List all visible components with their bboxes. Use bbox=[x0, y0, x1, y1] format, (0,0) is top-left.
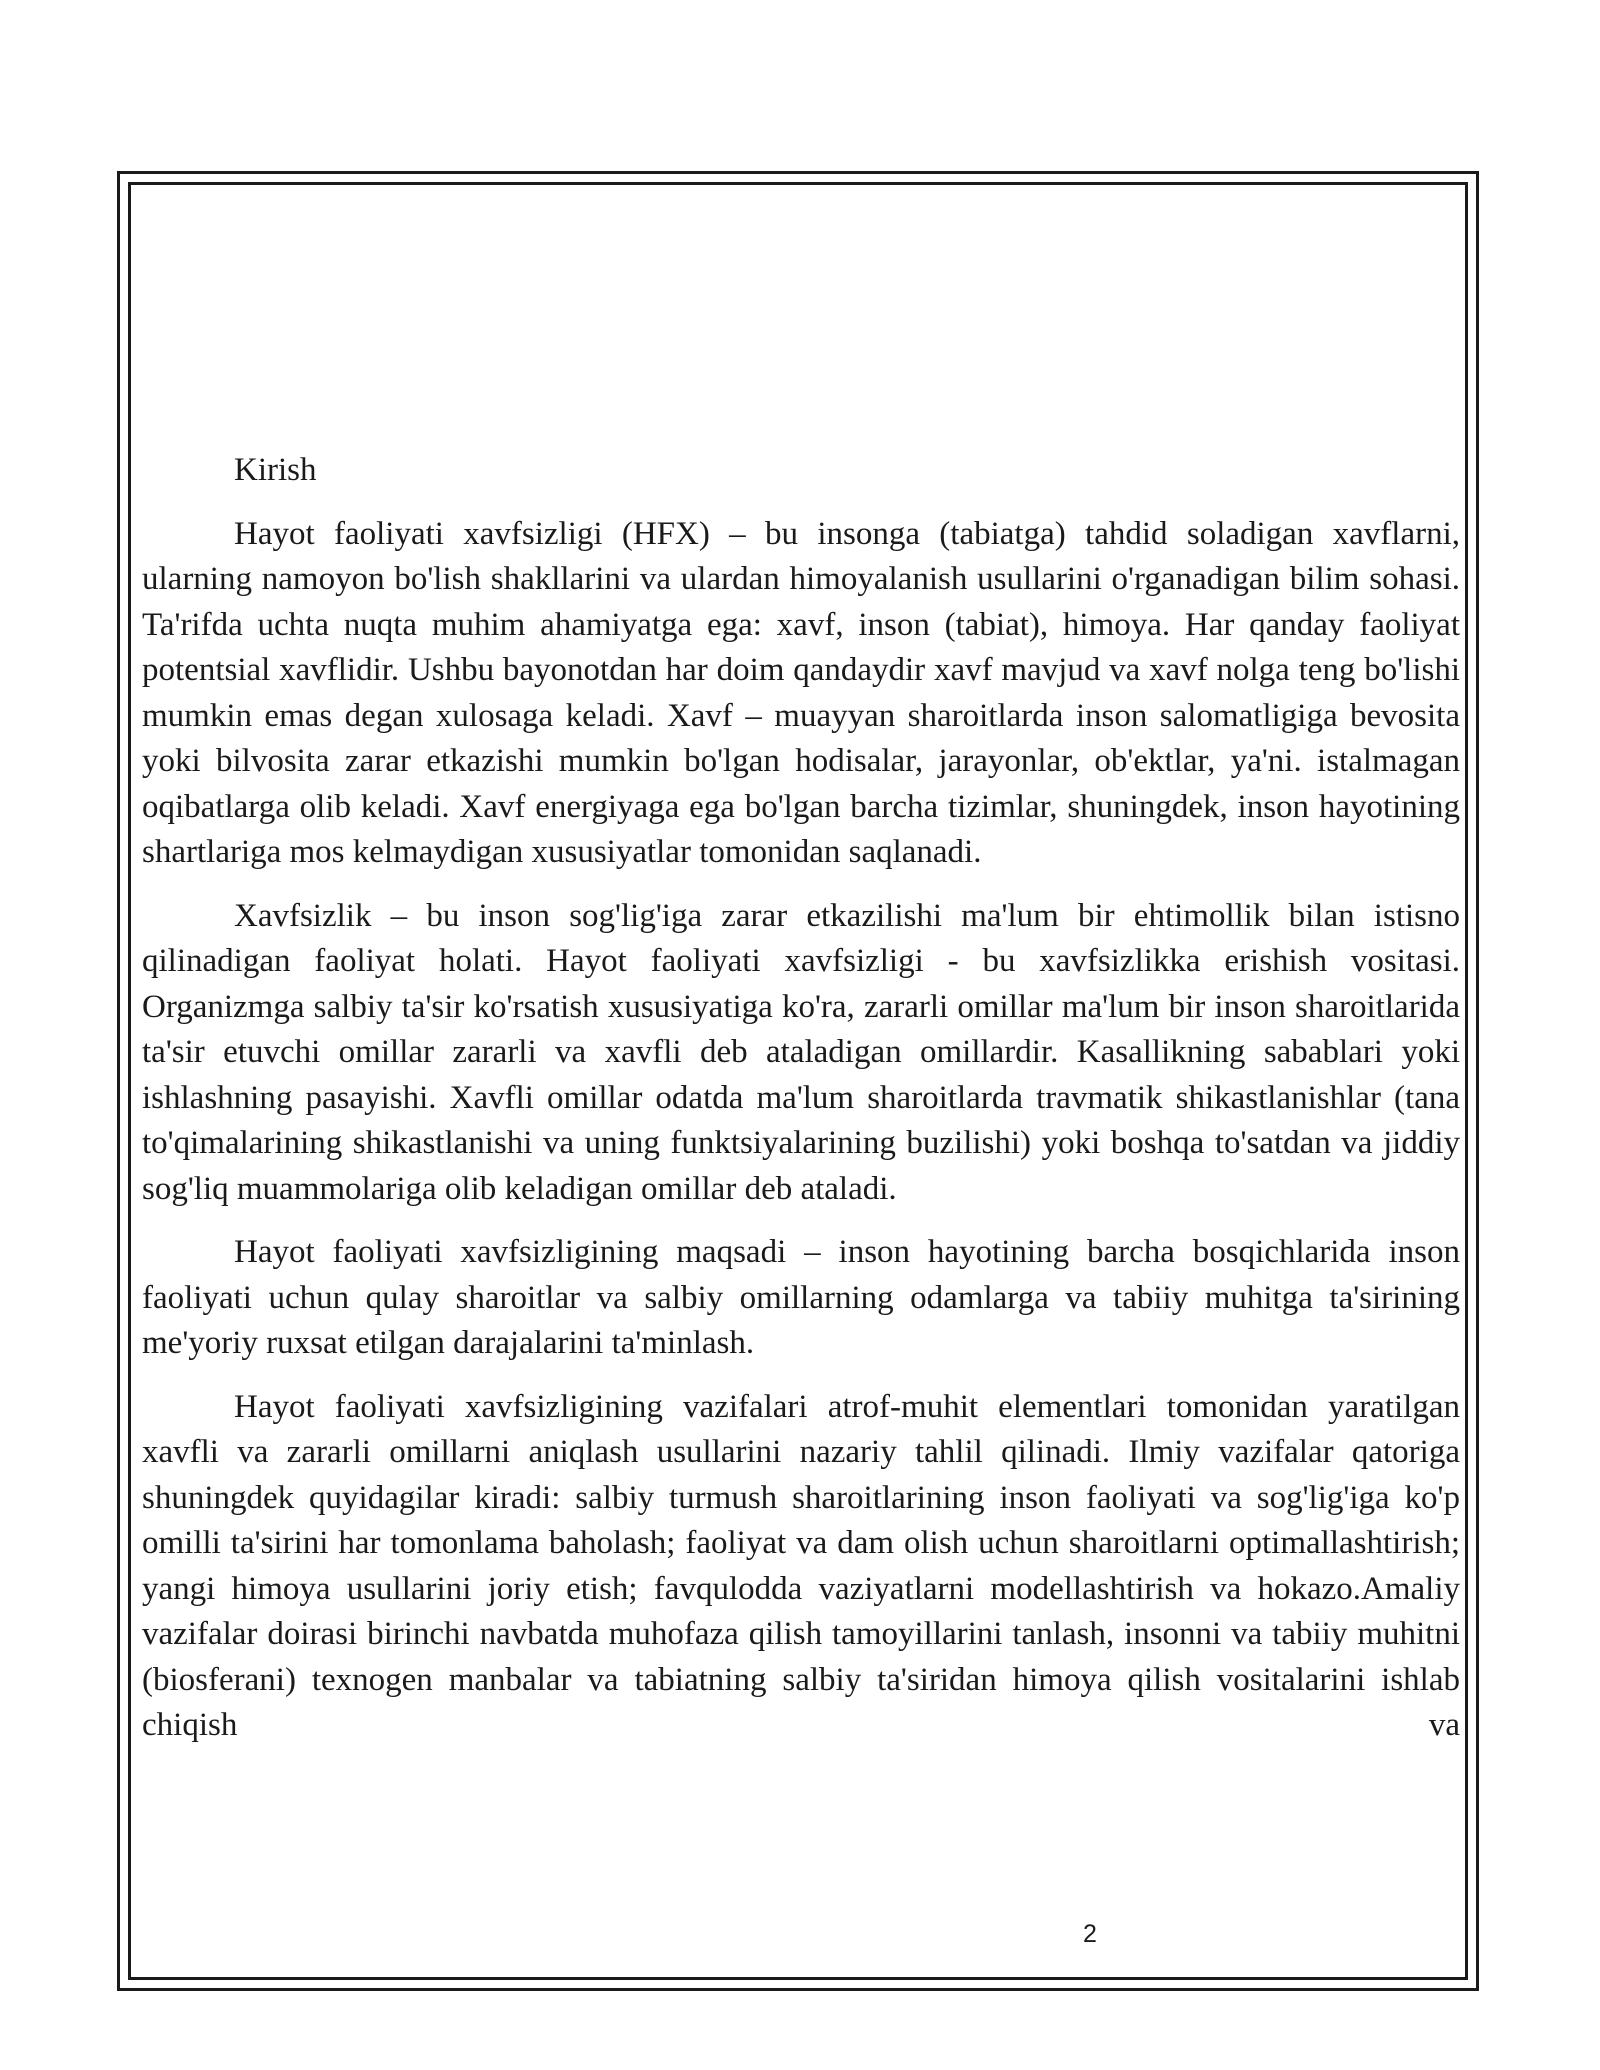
paragraph-tasks: Hayot faoliyati xavfsizligining vazifalari atrof-muhit elementlari tomonidan yaratilgan xavfli va zararli omillarni aniqlash usullarini nazariy tahlil qilinadi. Ilmiy vazifalar qatoriga shuningdek quyidagilar kiradi: salbiy turmush sharoitlarining inson faoliyati va sog'lig'iga ko'p omilli ta'sirini har tomonlama baholash; faoliyat va dam olish uchun sharoitlarni optimallashtirish; yangi himoya usullarini joriy etish; favqulodda vaziyatlarni modellashtirish va hokazo.Amaliy vazifalar doirasi birinchi navbatda muhofaza qilish tamoyillarini tanlash, insonni va tabiiy muhitni (biosferani) texnogen manbalar va tabiatning salbiy ta'siridan himoya qilish vositalarini ishlab chiqish va bbox=[142, 1388, 1460, 1743]
page-number: 2 bbox=[1083, 1920, 1097, 1948]
paragraph-goal: Hayot faoliyati xavfsizligining maqsadi – inson hayotining barcha bosqichlarida inson faoliyati uchun qulay sharoitlar va salbiy omillarning odamlarga va tabiiy muhitga ta'sirining me'yoriy ruxsat etilgan darajalarini ta'minlash. bbox=[142, 1234, 1460, 1361]
document-body bbox=[142, 448, 1460, 1767]
section-heading: Kirish bbox=[234, 452, 317, 488]
paragraph-safety: Xavfsizlik – bu inson sog'lig'iga zarar etkazilishi ma'lum bir ehtimollik bilan istisno qilinadigan faoliyat holati. Hayot faoliyati xavfsizligi - bu xavfsizlikka erishish vositasi. Organizmga salbiy ta'sir ko'rsatish xususiyatiga ko'ra, zararli omillar ma'lum bir inson sharoitlarida ta'sir etuvchi omillar zararli va xavfli deb ataladigan omillardir. Kasallikning sabablari yoki ishlashning pasayishi. Xavfli omillar odatda ma'lum sharoitlarda travmatik shikastlanishlar (tana to'qimalarining shikastlanishi va uning funktsiyalarining buzilishi) yoki boshqa to'satdan va jiddiy sog'liq muammolariga olib keladigan omillar deb ataladi. bbox=[142, 897, 1460, 1207]
paragraph-definition: Hayot faoliyati xavfsizligi (HFX) – bu insonga (tabiatga) tahdid soladigan xavflarni, ularning namoyon bo'lish shakllarini va ulardan himoyalanish usullarini o'rganadigan bilim sohasi. Ta'rifda uchta nuqta muhim ahamiyatga ega: xavf, inson (tabiat), himoya. Har qanday faoliyat potentsial xavflidir. Ushbu bayonotdan har doim qandaydir xavf mavjud va xavf nolga teng bo'lishi mumkin emas degan xulosaga keladi. Xavf – muayyan sharoitlarda inson salomatligiga bevosita yoki bilvosita zarar etkazishi mumkin bo'lgan hodisalar, jarayonlar, ob'ektlar, ya'ni. istalmagan oqibatlarga olib keladi. Xavf energiyaga ega bo'lgan barcha tizimlar, shuningdek, inson hayotining shartlariga mos kelmaydigan xususiyatlar tomonidan saqlanadi. bbox=[142, 515, 1460, 870]
